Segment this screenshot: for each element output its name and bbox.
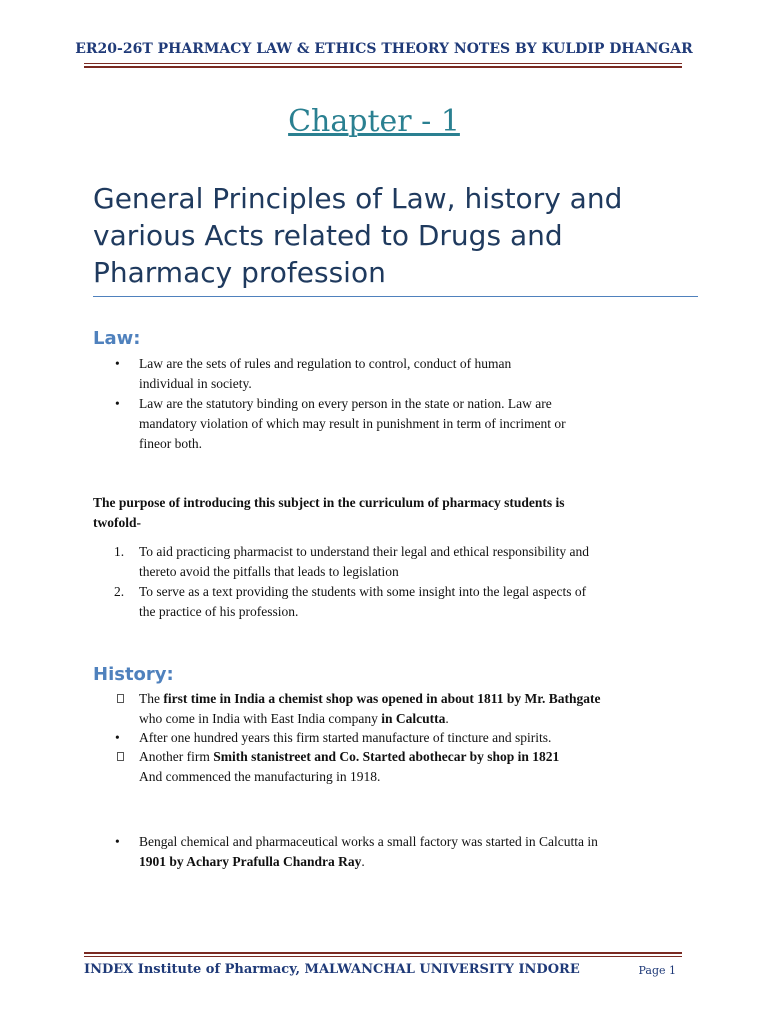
bullet-icon: • (115, 834, 120, 849)
footer-rule-thin (84, 956, 682, 957)
page-header: ER20-26T PHARMACY LAW & ETHICS THEORY NOTES BY KULDIP DHANGAR (75, 41, 693, 57)
footer-institute: INDEX Institute of Pharmacy, MALWANCHAL UNIVERSITY INDORE (84, 962, 580, 977)
purpose-item (114, 582, 679, 622)
page-number: Page 1 (638, 964, 676, 977)
history-item (139, 747, 679, 787)
item-line: individual in society. (139, 376, 252, 391)
law-item (115, 394, 679, 454)
bold-run: 1901 by Achary Prafulla Chandra Ray (139, 854, 362, 869)
text-run: Another firm (139, 749, 214, 764)
main-heading-line: Pharmacy profession (93, 256, 386, 289)
item-line: After one hundred years this firm started manufacture of tincture and spirits. (139, 730, 552, 745)
main-heading-line: General Principles of Law, history and (93, 182, 623, 215)
item-line: the practice of his profession. (139, 604, 299, 619)
purpose-item (114, 542, 679, 582)
law-heading: Law: (93, 328, 141, 349)
bullet-icon: • (115, 730, 120, 745)
law-item (115, 354, 679, 394)
purpose-paragraph (93, 493, 653, 533)
item-number: 1. (114, 544, 125, 559)
item-number: 2. (114, 584, 125, 599)
main-heading-line: various Acts related to Drugs and (93, 219, 563, 252)
history-item (115, 728, 679, 748)
purpose-line: The purpose of introducing this subject in the curriculum of pharmacy students is (93, 495, 565, 510)
text-run: . (361, 854, 365, 869)
chapter-title: Chapter - 1 (288, 104, 460, 139)
bullet-icon: • (115, 356, 120, 371)
bold-run: in Calcutta (381, 711, 446, 726)
item-line: fineor both. (139, 436, 202, 451)
text-run: The (139, 691, 164, 706)
bold-run: first time in India a chemist shop was opened in about 1811 by Mr. Bathgate (163, 691, 601, 706)
bullet-icon: • (115, 396, 120, 411)
item-line: To serve as a text providing the students with some insight into the legal aspects of (139, 584, 587, 599)
box-bullet-icon (117, 752, 124, 761)
history-item (115, 832, 679, 872)
header-rule-thin (84, 63, 682, 64)
text-run: . (445, 711, 449, 726)
item-line: To aid practicing pharmacist to understand their legal and ethical responsibility and (139, 544, 590, 559)
history-item (139, 689, 679, 729)
box-bullet-icon (117, 694, 124, 703)
bold-run: Smith stanistreet and Co. Started abothecar by shop in 1821 (213, 749, 560, 764)
item-line: mandatory violation of which may result in punishment in term of incriment or (139, 416, 566, 431)
item-line: Bengal chemical and pharmaceutical works a small factory was started in Calcutta in (139, 834, 598, 849)
main-heading (93, 180, 693, 291)
item-line: Law are the statutory binding on every person in the state or nation. Law are (139, 396, 552, 411)
header-rule-thick (84, 66, 682, 68)
history-heading: History: (93, 664, 174, 685)
item-line: Law are the sets of rules and regulation to control, conduct of human (139, 356, 512, 371)
purpose-line: twofold- (93, 515, 141, 530)
item-line: thereto avoid the pitfalls that leads to legislation (139, 564, 399, 579)
footer-rule-thick (84, 952, 682, 954)
text-run: who come in India with East India company (139, 711, 382, 726)
heading-underline (93, 296, 698, 297)
item-line: And commenced the manufacturing in 1918. (139, 769, 381, 784)
